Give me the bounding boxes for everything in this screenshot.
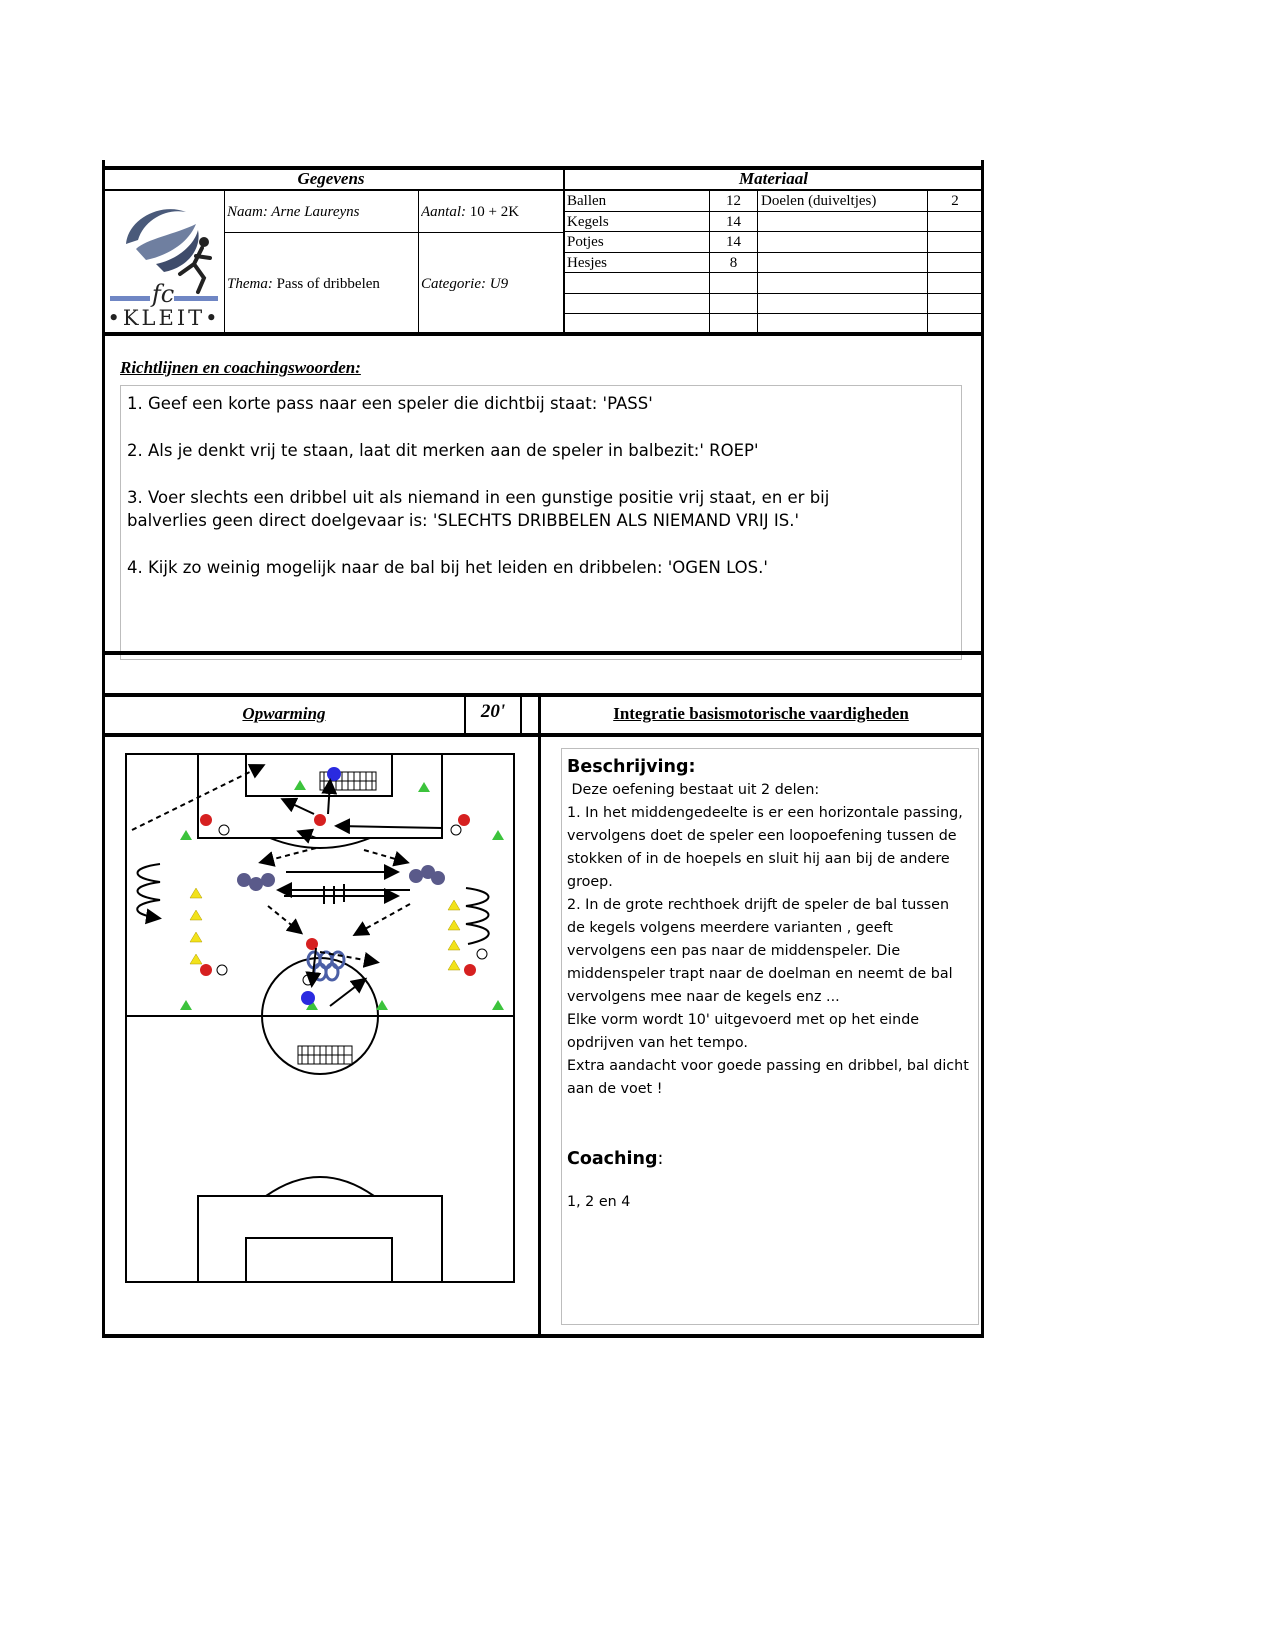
description-line: 2. In de grote rechthoek drijft de speler de bal tussen [567, 897, 950, 913]
categorie-field: Categorie: U9 [421, 276, 509, 292]
coaching-colon: : [657, 1149, 664, 1169]
lower-center-divider [538, 695, 541, 1338]
mat-row-line [564, 293, 982, 294]
description-line: Deze oefening bestaat uit 2 delen: [567, 782, 820, 798]
naam-row-separator [224, 232, 564, 233]
coaching-heading [567, 1147, 973, 1171]
mat-count: 14 [726, 214, 741, 230]
naam-field: Naam: Arne Laureyns [227, 204, 360, 220]
aantal-field [421, 202, 561, 222]
mat-count-2: 2 [951, 193, 959, 209]
mat-item: Kegels [567, 214, 609, 230]
aantal-value: 10 + 2K [469, 204, 520, 220]
description-line: vervolgens mee naar de kegels enz ... [567, 989, 840, 1005]
thema-field [227, 274, 415, 294]
logo-divider [224, 190, 225, 333]
mat-row-line [564, 313, 982, 314]
richtlijnen-title: Richtlijnen en coachingswoorden: [120, 358, 361, 377]
pitch-diagram-icon [120, 748, 520, 1288]
description-line: vervolgens een pas naar de middenspeler. Die [567, 943, 901, 959]
description-title: Beschrijving: [567, 757, 696, 777]
mat-item: Hesjes [567, 255, 607, 271]
description-line: stokken of in de hoepels en sluit hij aan bij de andere [567, 851, 950, 867]
naam-divider [418, 190, 419, 333]
logo-kleit-text: •KLEIT• [107, 306, 221, 330]
richtlijn-item: 3. Voer slechts een dribbel uit als niemand in een gunstige positie vrij staat, en er bij balverlies geen direct doelgevaar is: 'SLECHTS DRIBBELEN ALS NIEMAND VRIJ IS.' [127, 488, 830, 530]
integration-title: Integratie basismotorische vaardigheden [613, 704, 909, 723]
section-separator [102, 733, 984, 737]
gegevens-title: Gegevens [297, 169, 365, 188]
description-line: aan de voet ! [567, 1081, 663, 1097]
coaching-title: Coaching [567, 1149, 658, 1169]
section-separator [102, 693, 984, 697]
mat-count: 12 [726, 193, 741, 209]
description-box [561, 748, 979, 1325]
description-line: Elke vorm wordt 10' uitgevoerd met op het einde [567, 1012, 920, 1028]
mat-item: Potjes [567, 234, 604, 250]
header-center-divider [563, 166, 565, 334]
description-line: Extra aandacht voor goede passing en dribbel, bal dicht [567, 1058, 969, 1074]
description-line: opdrijven van het tempo. [567, 1035, 748, 1051]
materiaal-title: Materiaal [739, 169, 808, 188]
section-separator [102, 651, 984, 655]
aantal-label: Aantal: [421, 204, 466, 220]
logo-fc-text: fc [151, 280, 175, 308]
thema-value: Pass of dribbelen [276, 276, 380, 292]
mat-count: 8 [729, 255, 738, 271]
mat-item-2: Doelen (duiveltjes) [761, 193, 877, 209]
field-diagram [120, 748, 520, 1288]
richtlijn-item: 4. Kijk zo weinig mogelijk naar de bal bij het leiden en dribbelen: 'OGEN LOS.' [127, 558, 768, 577]
description-line: groep. [567, 874, 613, 890]
mat-count: 14 [726, 234, 741, 250]
description-line: middenspeler trapt naar de doelman en neemt de bal [567, 966, 953, 982]
header-bottom-border [102, 332, 984, 336]
fc-kleit-logo [106, 194, 222, 330]
richtlijnen-box [120, 385, 962, 660]
exercise-duration: 20' [480, 702, 506, 722]
coaching-text: 1, 2 en 4 [567, 1194, 631, 1210]
description-line: vervolgens doet de speler een loopoefening tussen de [567, 828, 957, 844]
thema-label: Thema: [227, 276, 273, 292]
description-line: 1. In het middengedeelte is er een horizontale passing, [567, 805, 963, 821]
richtlijn-item: 2. Als je denkt vrij te staan, laat dit merken aan de speler in balbezit:' ROEP' [127, 441, 759, 460]
mat-item: Ballen [567, 193, 607, 209]
duration-divider [520, 695, 522, 735]
exercise-name: Opwarming [242, 704, 326, 723]
description-line: de kegels volgens meerdere varianten , geeft [567, 920, 893, 936]
richtlijn-item: 1. Geef een korte pass naar een speler die dichtbij staat: 'PASS' [127, 394, 653, 413]
